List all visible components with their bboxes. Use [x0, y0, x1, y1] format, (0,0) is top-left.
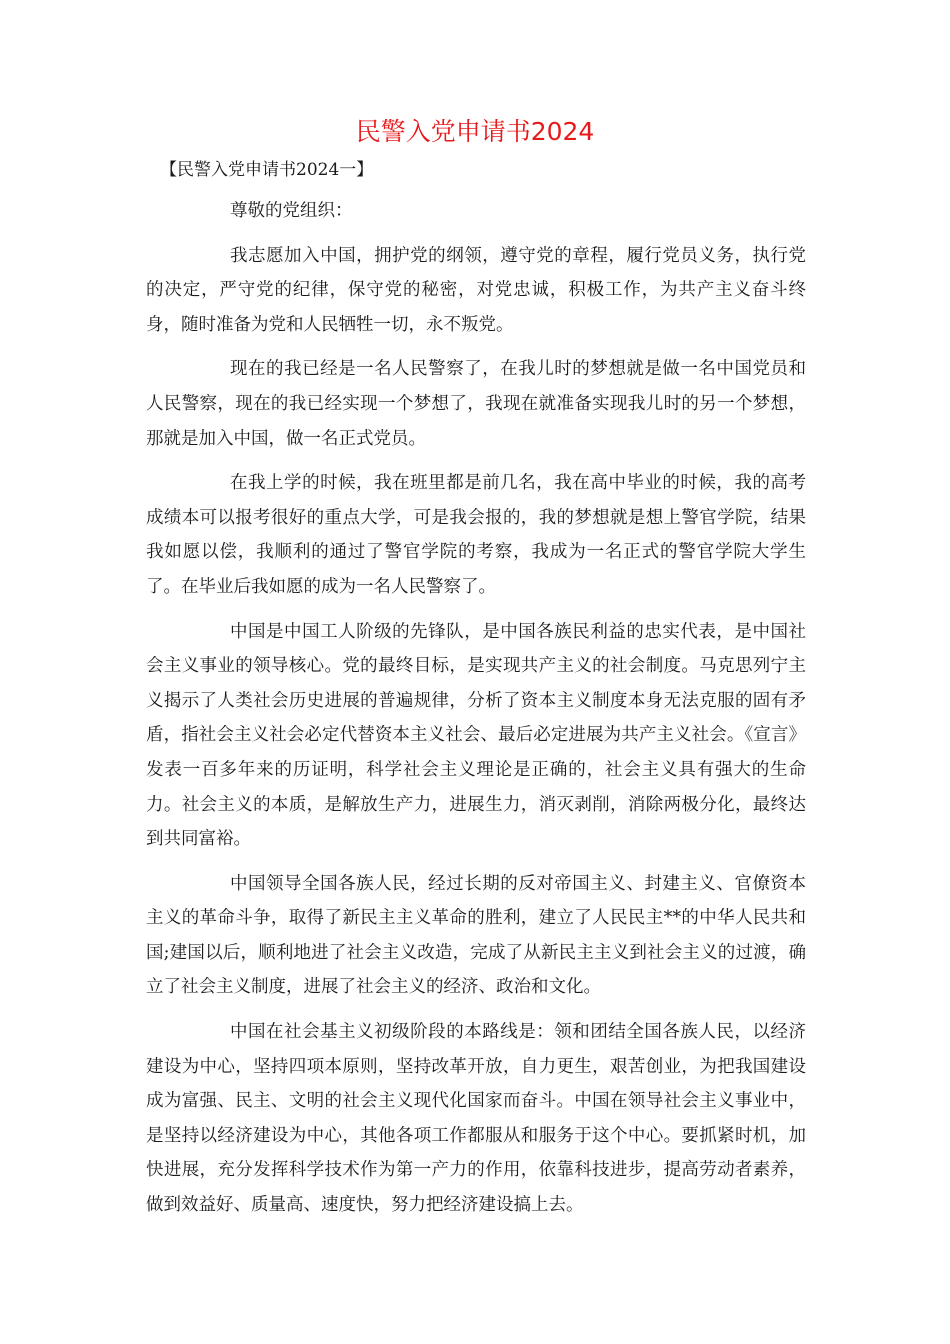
paragraph: 中国是中国工人阶级的先锋队，是中国各族民利益的忠实代表，是中国社会主义事业的领导核心。党的最终目标，是实现共产主义的社会制度。马克思列宁主义揭示了人类社会历史进展的普遍规律，分析了资本主义制度本身无法克服的固有矛盾，指社会主义社会必定代替资本主义社会、最后必定进展为共产主义社会。《宣言》发表一百多年来的历证明，科学社会主义理论是正确的，社会主义具有强大的生命力。社会主义的本质，是解放生产力，进展生力，消灭剥削，消除两极分化，最终达到共同富裕。	[146, 621, 806, 850]
paragraph: 中国领导全国各族人民，经过长期的反对帝国主义、封建主义、官僚资本主义的革命斗争，取得了新民主主义革命的胜利，建立了人民民主**的中华人民共和国;建国以后，顺利地进了社会主义改造，完成了从新民主主义到社会主义的过渡，确立了社会主义制度，进展了社会主义的经济、政治和文化。	[146, 873, 806, 998]
paragraph: 现在的我已经是一名人民警察了，在我儿时的梦想就是做一名中国党员和人民警察，现在的我已经实现一个梦想了，我现在就准备实现我儿时的另一个梦想，那就是加入中国，做一名正式党员。	[146, 359, 806, 449]
document-title: 民警入党申请书2024	[355, 117, 595, 146]
salutation: 尊敬的党组织：	[230, 201, 353, 221]
paragraph: 我志愿加入中国，拥护党的纲领，遵守党的章程，履行党员义务，执行党的决定，严守党的纪律，保守党的秘密，对党忠诚，积极工作，为共产主义奋斗终身，随时准备为党和人民牺牲一切，永不叛党。	[146, 245, 806, 335]
paragraph: 中国在社会基主义初级阶段的本路线是：领和团结全国各族人民，以经济建设为中心，坚持四项本原则，坚持改革开放，自力更生，艰苦创业，为把我国建设成为富强、民主、文明的社会主义现代化国家而奋斗。中国在领导社会主义事业中，是坚持以经济建设为中心，其他各项工作都服从和服务于这个中心。要抓紧时机，加快进展，充分发挥科学技术作为第一产力的作用，依靠科技进步，提高劳动者素养，做到效益好、质量高、速度快，努力把经济建设搞上去。	[146, 1022, 806, 1216]
section-heading: 【民警入党申请书2024一】	[160, 160, 374, 180]
document-body	[146, 194, 806, 1233]
paragraph: 在我上学的时候，我在班里都是前几名，我在高中毕业的时候，我的高考成绩本可以报考很好的重点大学，可是我会报的，我的梦想就是想上警官学院，结果我如愿以偿，我顺利的通过了警官学院的考察，我成为一名正式的警官学院大学生了。在毕业后我如愿的成为一名人民警察了。	[146, 473, 806, 597]
